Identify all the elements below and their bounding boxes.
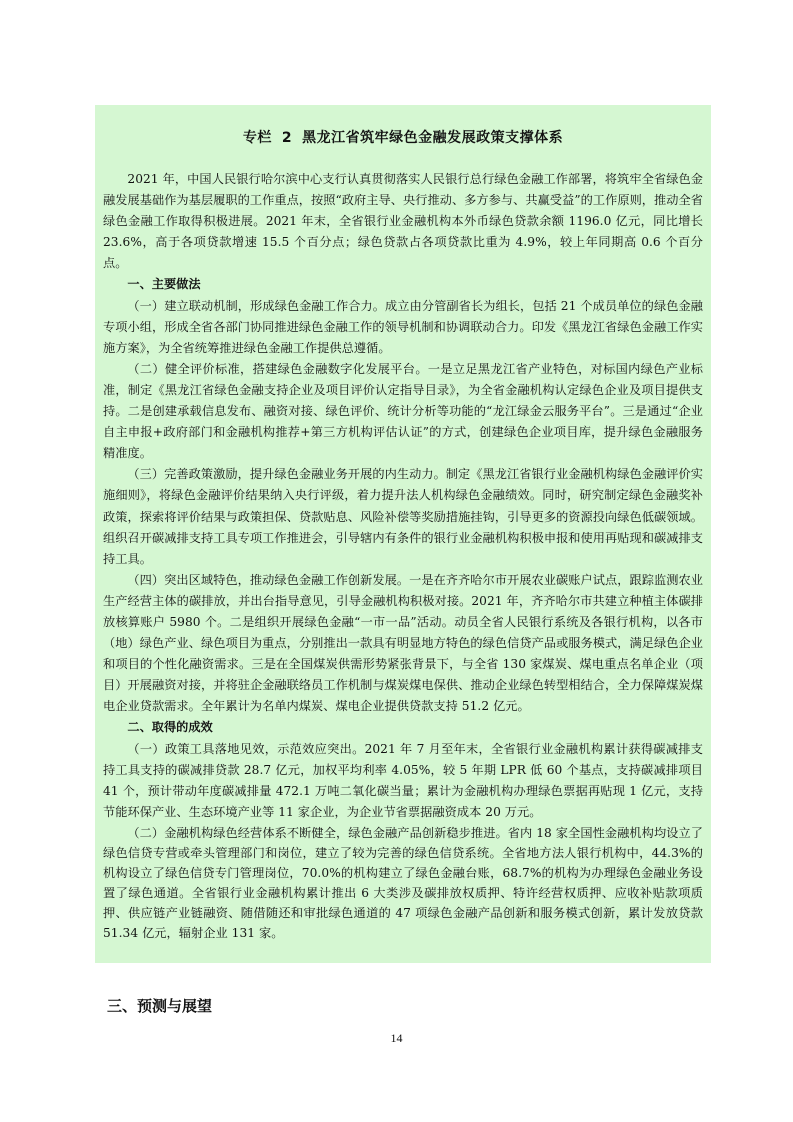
intro-paragraph: 2021 年，中国人民银行哈尔滨中心支行认真贯彻落实人民银行总行绿色金融工作部署，将筑牢全省绿色金融发展基础作为基层履职的工作重点，按照“政府主导、央行推动、多方参与、共赢受益”的工作原则，推动全省绿色金融工作取得积极进展。2021 年末，全省银行业金融机构本外币绿色贷款余额 1196.0 亿元，同比增长 23.6%，高于各项贷款增速 15.5 个百分点；绿色贷款占各项贷款比重为 4.9%，较上年同期高 0.6 个百分点。 (103, 172, 703, 271)
result-paragraph-2: （二）金融机构绿色经营体系不断健全，绿色金融产品创新稳步推进。省内 18 家全国性金融机构均设立了绿色信贷专营或牵头管理部门和岗位，建立了较为完善的绿色信贷系统。全省地方法人银行机构中，44.3%的机构设立了绿色信贷专门管理岗位，70.0%的机构建立了绿色金融台账，68.7%的机构为办理绿色金融业务设置了绿色通道。全省银行业金融机构累计推出 6 大类涉及碳排放权质押、特许经营权质押、应收补贴款项质押、供应链产业链融资、随借随还和审批绿色通道的 47 项绿色金融产品创新和服务模式创新，累计发放贷款 51.34 亿元，辐射企业 131 家。 (103, 825, 703, 940)
box-title-text: 黑龙江省筑牢绿色金融发展政策支撑体系 (302, 130, 564, 146)
measure-paragraph-1: （一）建立联动机制，形成绿色金融工作合力。成立由分管副省长为组长，包括 21 个成员单位的绿色金融专项小组，形成全省各部门协同推进绿色金融工作的领导机制和协调联动合力。印发《黑龙江省绿色金融工作实施方案》，为全省统筹推进绿色金融工作提供总遵循。 (103, 298, 703, 355)
sidebar-box (95, 105, 711, 963)
page-number: 14 (390, 1031, 403, 1045)
subsection-heading-2: 二、取得的成效 (127, 720, 213, 735)
box-title-prefix: 专栏 (242, 130, 272, 146)
measure-paragraph-4: （四）突出区域特色，推动绿色金融工作创新发展。一是在齐齐哈尔市开展农业碳账户试点，跟踪监测农业生产经营主体的碳排放，并出台指导意见，引导金融机构积极对接。2021 年，齐齐哈尔市共建立种植主体碳排放核算账户 5980 个。二是组织开展绿色金融“一市一品”活动。动员全省人民银行系统及各银行机构，以各市（地）绿色产业、绿色项目为重点，分别推出一款具有明显地方特色的绿色信贷产品或服务模式，满足绿色企业和项目的个性化融资需求。三是在全国煤炭供需形势紧张背景下，与全省 130 家煤炭、煤电重点名单企业（项目）开展融资对接，并将驻企金融联络员工作机制与煤炭煤电保供、推动企业绿色转型相结合，全力保障煤炭煤电企业贷款需求。全年累计为名单内煤炭、煤电企业提供贷款支持 51.2 亿元。 (103, 572, 703, 714)
result-paragraph-1: （一）政策工具落地见效，示范效应突出。2021 年 7 月至年末，全省银行业金融机构累计获得碳减排支持工具支持的碳减排贷款 28.7 亿元，加权平均利率 4.05%，较 5 年期 LPR 低 60 个基点，支持碳减排项目 41 个，预计带动年度碳减排量 472.1 万吨二氧化碳当量；累计为金融机构办理绿色票据再贴现 1 亿元，支持节能环保产业、生态环境产业等 11 家企业，为企业节省票据融资成本 20 万元。 (103, 741, 703, 819)
measure-paragraph-2: （二）健全评价标准，搭建绿色金融数字化发展平台。一是立足黑龙江省产业特色，对标国内绿色产业标准，制定《黑龙江省绿色金融支持企业及项目评价认定指导目录》，为全省金融机构认定绿色企业及项目提供支持。二是创建承载信息发布、融资对接、绿色评价、统计分析等功能的“龙江绿金云服务平台”。三是通过“企业自主申报+政府部门和金融机构推荐+第三方机构评估认证”的方式，创建绿色企业项目库，提升绿色金融服务精准度。 (103, 361, 703, 461)
subsection-heading-1: 一、主要做法 (127, 277, 201, 292)
measure-paragraph-3: （三）完善政策激励，提升绿色金融业务开展的内生动力。制定《黑龙江省银行业金融机构绿色金融评价实施细则》，将绿色金融评价结果纳入央行评级，着力提升法人机构绿色金融绩效。同时，研究制定绿色金融奖补政策，探索将评价结果与政策担保、贷款贴息、风险补偿等奖励措施挂钩，引导更多的资源投向绿色低碳领域。组织召开碳减排支持工具专项工作推进会，引导辖内有条件的银行业金融机构积极申报和使用再贴现和碳减排支持工具。 (103, 467, 703, 566)
section-heading: 三、预测与展望 (107, 997, 213, 1015)
box-title-number: 2 (281, 130, 293, 146)
box-title (103, 127, 703, 147)
